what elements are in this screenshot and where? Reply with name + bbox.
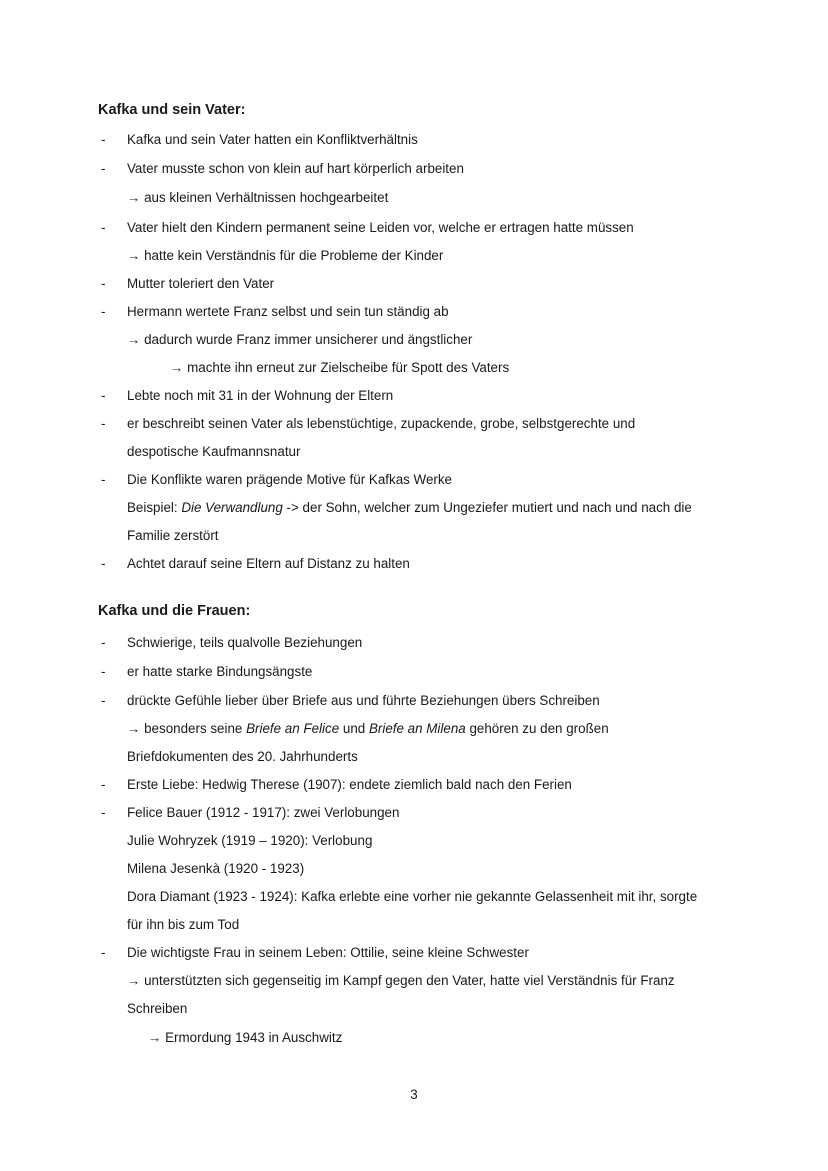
- list-item-continuation: für ihn bis zum Tod: [127, 917, 240, 932]
- bullet-dash: -: [101, 805, 106, 820]
- list-item-sub: → aus kleinen Verhältnissen hochgearbeitet: [127, 190, 389, 205]
- bullet-dash: -: [101, 635, 106, 650]
- example-label: Beispiel:: [127, 500, 182, 515]
- bullet-dash: -: [101, 276, 106, 291]
- list-item: Schwierige, teils qualvolle Beziehungen: [127, 635, 363, 650]
- section-heading-frauen: Kafka und die Frauen:: [98, 603, 251, 619]
- bullet-dash: -: [101, 556, 106, 571]
- list-item-subsub: → machte ihn erneut zur Zielscheibe für Spott des Vaters: [170, 360, 510, 375]
- list-item-continuation: Briefdokumenten des 20. Jahrhunderts: [127, 749, 358, 764]
- section-heading-vater: Kafka und sein Vater:: [98, 102, 246, 118]
- list-item: Achtet darauf seine Eltern auf Distanz zu halten: [127, 556, 410, 571]
- list-item: Vater musste schon von klein auf hart körperlich arbeiten: [127, 161, 464, 176]
- work-title: Briefe an Milena: [368, 721, 466, 736]
- list-item-continuation: despotische Kaufmannsnatur: [127, 444, 301, 459]
- list-item: Die wichtigste Frau in seinem Leben: Ottilie, seine kleine Schwester: [127, 945, 529, 960]
- list-item: er beschreibt seinen Vater als lebenstüchtige, zupackende, grobe, selbstgerechte und: [127, 416, 636, 431]
- list-item-sub: → unterstützten sich gegenseitig im Kampf gegen den Vater, hatte viel Verständnis für Franz: [127, 973, 675, 988]
- example-text: -> der Sohn, welcher zum Ungeziefer mutiert und nach und nach die: [282, 500, 692, 515]
- list-item-example: [127, 498, 692, 518]
- list-item: Hermann wertete Franz selbst und sein tun ständig ab: [127, 304, 449, 319]
- list-item-continuation: Schreiben: [127, 1001, 188, 1016]
- list-item: Felice Bauer (1912 - 1917): zwei Verlobungen: [127, 805, 400, 820]
- list-item-continuation: Julie Wohryzek (1919 – 1920): Verlobung: [127, 833, 373, 848]
- sub-text: gehören zu den großen: [465, 721, 609, 736]
- list-item: Lebte noch mit 31 in der Wohnung der Eltern: [127, 388, 394, 403]
- list-item: drückte Gefühle lieber über Briefe aus und führte Beziehungen übers Schreiben: [127, 693, 600, 708]
- bullet-dash: -: [101, 388, 106, 403]
- list-item: Vater hielt den Kindern permanent seine Leiden vor, welche er ertragen hatte müssen: [127, 220, 634, 235]
- list-item-subsub: → Ermordung 1943 in Auschwitz: [148, 1030, 343, 1045]
- list-item-sub: → dadurch wurde Franz immer unsicherer und ängstlicher: [127, 332, 473, 347]
- bullet-dash: -: [101, 416, 106, 431]
- list-item: Mutter toleriert den Vater: [127, 276, 275, 291]
- list-item-sub: [127, 719, 609, 739]
- list-item-continuation: Dora Diamant (1923 - 1924): Kafka erlebte eine vorher nie gekannte Gelassenheit mit ihr, sorgte: [127, 889, 698, 904]
- list-item-sub: → hatte kein Verständnis für die Probleme der Kinder: [127, 248, 444, 263]
- list-item: Erste Liebe: Hedwig Therese (1907): endete ziemlich bald nach den Ferien: [127, 777, 572, 792]
- sub-text: und: [339, 721, 369, 736]
- bullet-dash: -: [101, 472, 106, 487]
- bullet-dash: -: [101, 945, 106, 960]
- work-title: Briefe an Felice: [246, 721, 340, 736]
- bullet-dash: -: [101, 220, 106, 235]
- sub-text: → besonders seine: [127, 721, 247, 736]
- bullet-dash: -: [101, 132, 106, 147]
- list-item: er hatte starke Bindungsängste: [127, 664, 313, 679]
- page-number: 3: [410, 1087, 418, 1102]
- list-item-continuation: Familie zerstört: [127, 528, 219, 543]
- bullet-dash: -: [101, 161, 106, 176]
- bullet-dash: -: [101, 304, 106, 319]
- bullet-dash: -: [101, 693, 106, 708]
- work-title: Die Verwandlung: [181, 500, 283, 515]
- list-item: Kafka und sein Vater hatten ein Konfliktverhältnis: [127, 132, 418, 147]
- bullet-dash: -: [101, 664, 106, 679]
- bullet-dash: -: [101, 777, 106, 792]
- list-item: Die Konflikte waren prägende Motive für Kafkas Werke: [127, 472, 453, 487]
- list-item-continuation: Milena Jesenkà (1920 - 1923): [127, 861, 305, 876]
